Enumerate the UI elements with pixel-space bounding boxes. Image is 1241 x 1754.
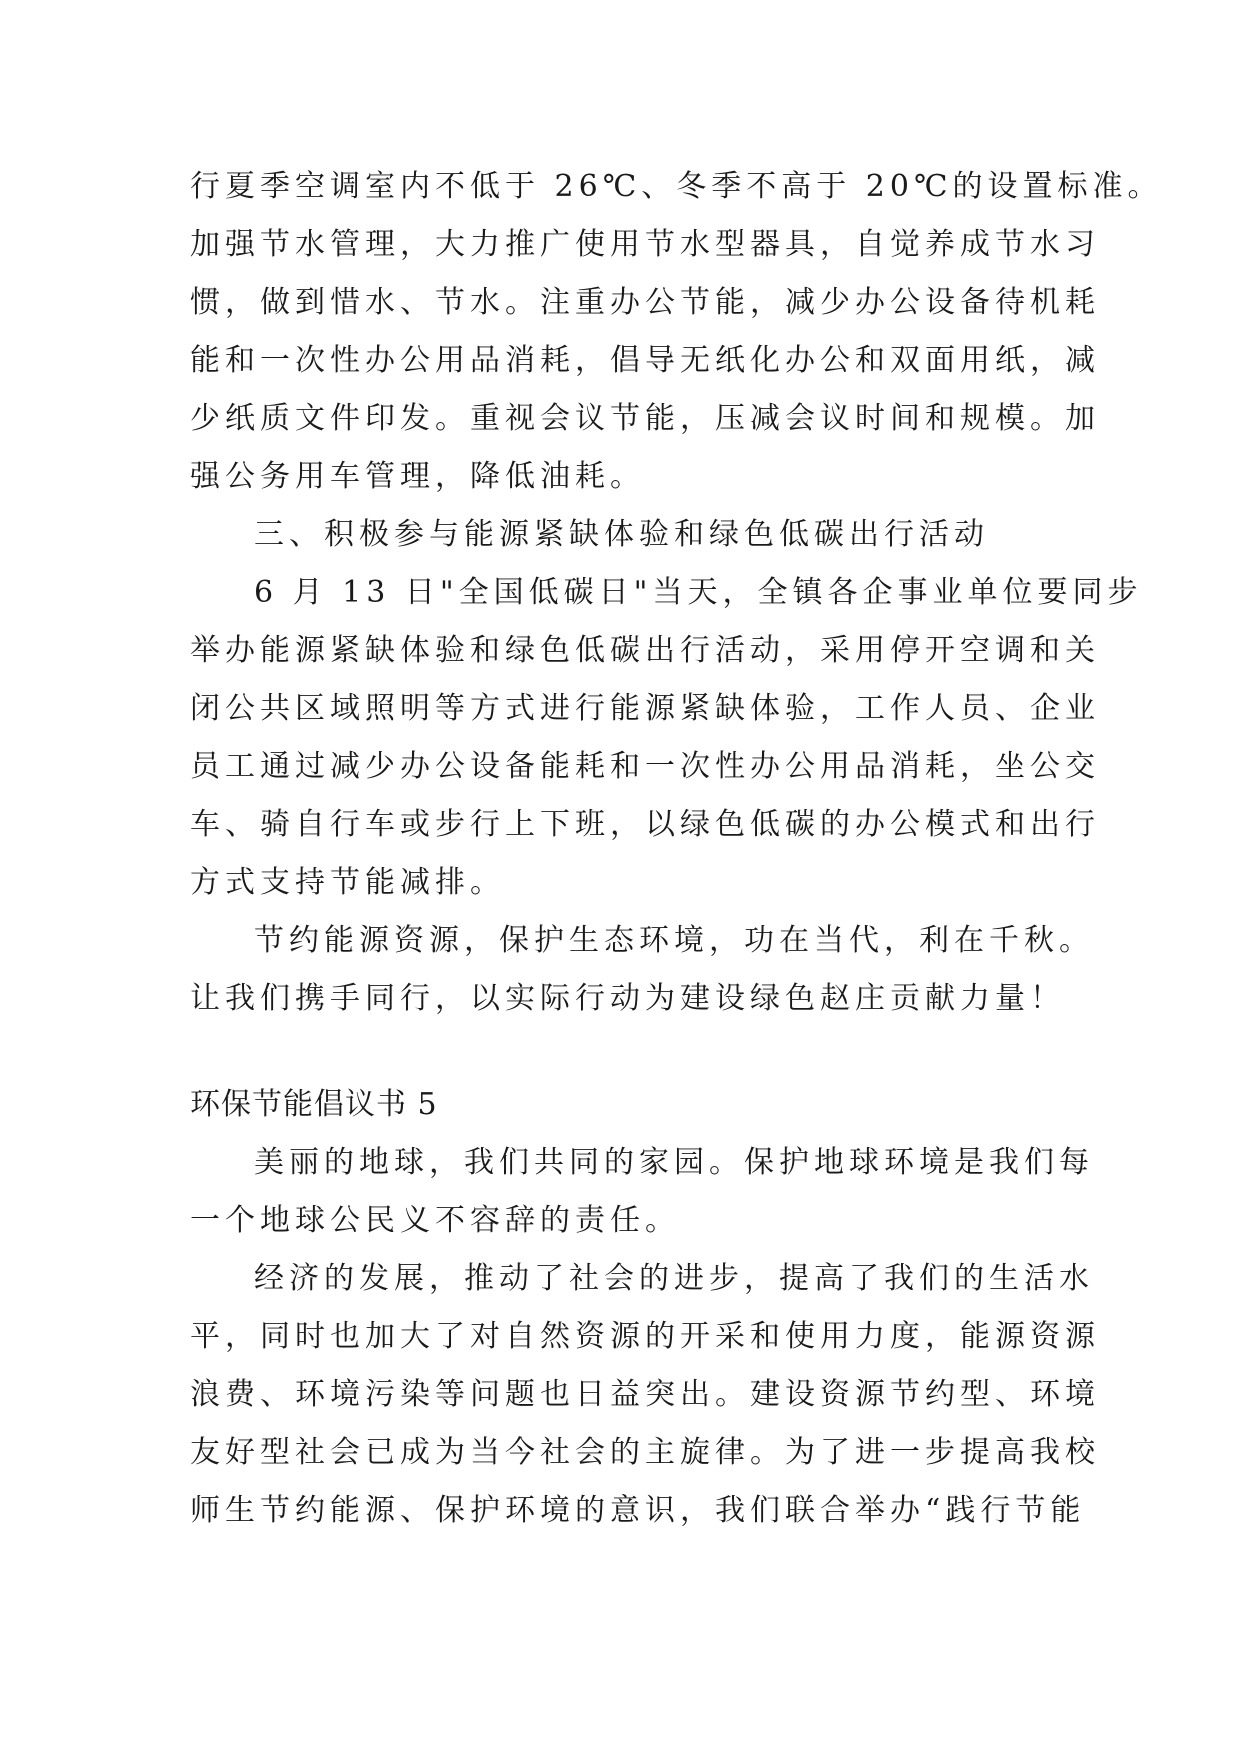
paragraph-line: 惯，做到惜水、节水。注重办公节能，减少办公设备待机耗 (190, 285, 1100, 320)
paragraph-line: 车、骑自行车或步行上下班，以绿色低碳的办公模式和出行 (190, 807, 1100, 842)
paragraph-line: 举办能源紧缺体验和绿色低碳出行活动，采用停开空调和关 (190, 633, 1100, 668)
paragraph-line: 员工通过减少办公设备能耗和一次性办公用品消耗，坐公交 (190, 749, 1100, 784)
document-title: 环保节能倡议书 5 (190, 1087, 438, 1122)
paragraph-line: 能和一次性办公用品消耗，倡导无纸化办公和双面用纸，减 (190, 343, 1100, 378)
paragraph-line: 方式支持节能减排。 (190, 865, 505, 900)
paragraph-line: 经济的发展，推动了社会的进步，提高了我们的生活水 (254, 1261, 1094, 1296)
paragraph-line: 浪费、环境污染等问题也日益突出。建设资源节约型、环境 (190, 1377, 1100, 1412)
paragraph-line: 一个地球公民义不容辞的责任。 (190, 1203, 680, 1238)
paragraph-line: 平，同时也加大了对自然资源的开采和使用力度，能源资源 (190, 1319, 1100, 1354)
paragraph-line: 美丽的地球，我们共同的家园。保护地球环境是我们每 (254, 1145, 1094, 1180)
paragraph-line: 师生节约能源、保护环境的意识，我们联合举办“践行节能 (190, 1493, 1086, 1528)
paragraph-line: 6 月 13 日"全国低碳日"当天，全镇各企事业单位要同步 (254, 575, 1143, 610)
section-heading: 三、积极参与能源紧缺体验和绿色低碳出行活动 (254, 517, 989, 552)
paragraph-line: 让我们携手同行，以实际行动为建设绿色赵庄贡献力量！ (190, 981, 1065, 1016)
paragraph-line: 友好型社会已成为当今社会的主旋律。为了进一步提高我校 (190, 1435, 1100, 1470)
paragraph-line: 节约能源资源，保护生态环境，功在当代，利在千秋。 (254, 923, 1094, 958)
paragraph-line: 加强节水管理，大力推广使用节水型器具，自觉养成节水习 (190, 227, 1100, 262)
paragraph-line: 行夏季空调室内不低于 26℃、冬季不高于 20℃的设置标准。 (190, 169, 1163, 204)
paragraph-line: 少纸质文件印发。重视会议节能，压减会议时间和规模。加 (190, 401, 1100, 436)
paragraph-line: 强公务用车管理，降低油耗。 (190, 459, 645, 494)
paragraph-line: 闭公共区域照明等方式进行能源紧缺体验，工作人员、企业 (190, 691, 1100, 726)
